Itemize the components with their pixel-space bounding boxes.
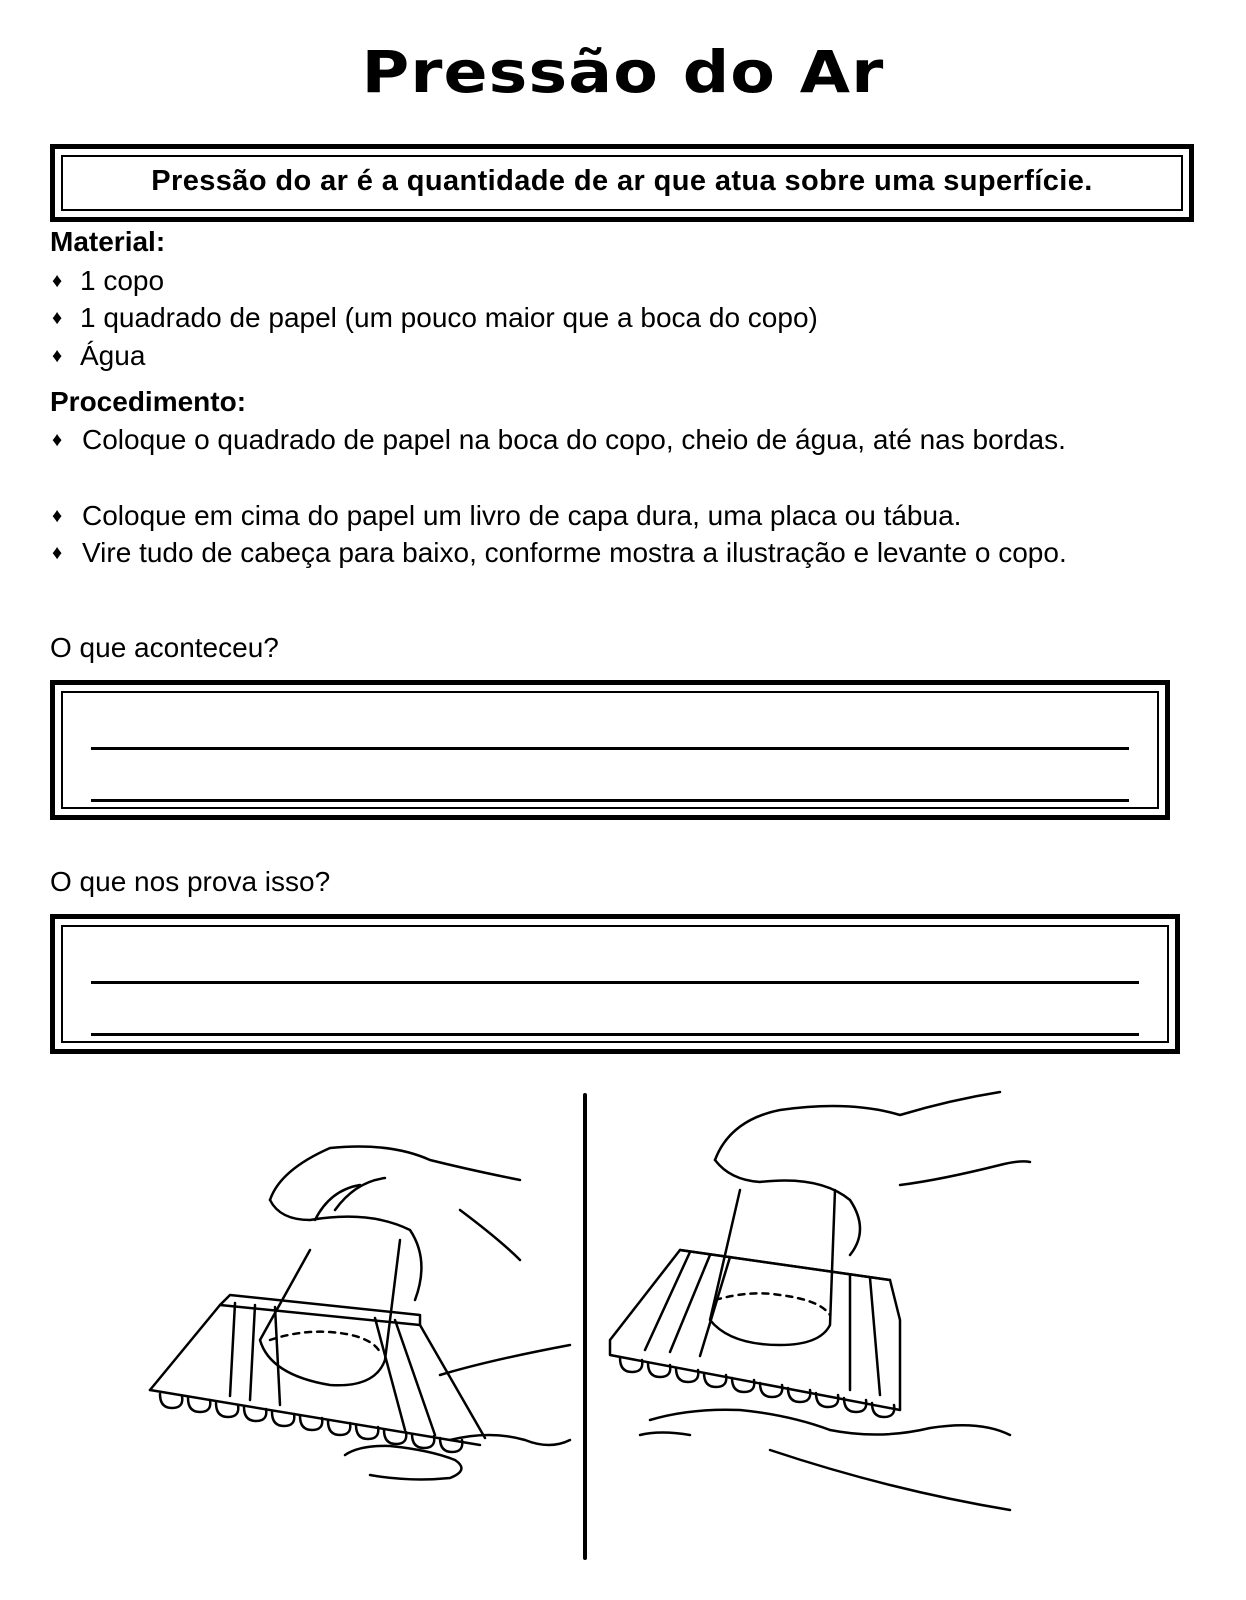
procedure-step	[52, 421, 1194, 459]
answer-box-what-proves[interactable]	[50, 914, 1180, 1054]
procedure-step-text: Vire tudo de cabeça para baixo, conforme mostra a ilustração e levante o copo.	[82, 537, 1067, 568]
material-item-text: 1 copo	[80, 265, 165, 296]
diamond-bullet-icon: ♦	[52, 345, 63, 367]
answer-line[interactable]	[91, 799, 1129, 802]
procedure-heading: Procedimento:	[50, 386, 247, 417]
glass-right	[710, 1190, 835, 1345]
question-what-happened: O que aconteceu?	[50, 632, 279, 663]
answer-box-what-happened[interactable]	[50, 680, 1170, 820]
definition-text: Pressão do ar é a quantidade de ar que atua sobre uma superfície.	[151, 165, 1093, 197]
diamond-bullet-icon: ♦	[52, 429, 63, 451]
material-item-text: 1 quadrado de papel (um pouco maior que a boca do copo)	[80, 302, 818, 333]
diamond-bullet-icon: ♦	[52, 307, 63, 329]
answer-line[interactable]	[91, 981, 1139, 984]
material-heading: Material:	[50, 226, 166, 257]
material-item-text: Água	[80, 340, 146, 371]
page-title: Pressão do Ar	[361, 38, 885, 106]
material-item	[52, 337, 145, 375]
material-item	[52, 262, 164, 300]
procedure-step	[52, 534, 1194, 572]
procedure-step-text: Coloque em cima do papel um livro de capa dura, uma placa ou tábua.	[82, 500, 962, 531]
experiment-illustration	[130, 1090, 1140, 1570]
diamond-bullet-icon: ♦	[52, 542, 63, 564]
question-what-proves: O que nos prova isso?	[50, 866, 331, 897]
right-panel-drawing	[610, 1092, 1030, 1510]
answer-box-inner-border	[61, 925, 1169, 1043]
left-panel-drawing	[150, 1147, 570, 1480]
procedure-step	[52, 497, 1194, 535]
answer-box-inner-border	[61, 691, 1159, 809]
procedure-step-text: Coloque o quadrado de papel na boca do copo, cheio de água, até nas bordas.	[82, 424, 1066, 455]
answer-line[interactable]	[91, 747, 1129, 750]
diamond-bullet-icon: ♦	[52, 505, 63, 527]
definition-box	[50, 144, 1194, 222]
diamond-bullet-icon: ♦	[52, 270, 63, 292]
glass-left	[260, 1240, 400, 1385]
material-item	[52, 299, 818, 337]
answer-line[interactable]	[91, 1033, 1139, 1036]
